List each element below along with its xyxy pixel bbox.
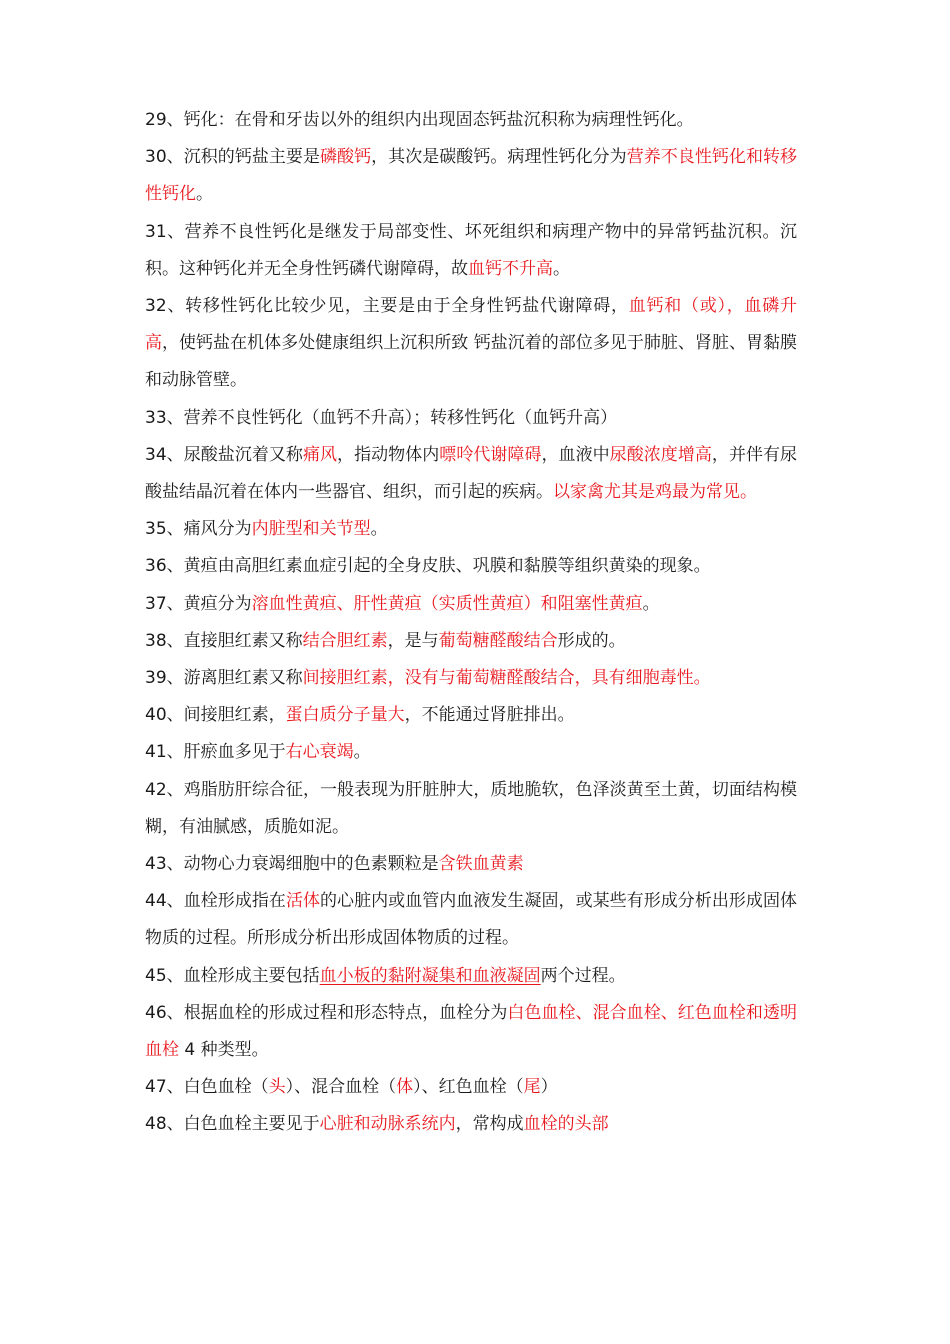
text-segment: 32、转移性钙化比较少见，主要是由于全身性钙盐代谢障碍， — [145, 296, 629, 317]
text-segment: 40、间接胆红素， — [145, 705, 286, 726]
paragraph-p43 — [145, 846, 797, 883]
highlighted-text: 葡萄糖醛酸结合 — [438, 630, 558, 651]
highlighted-text: 蛋白质分子量大 — [285, 705, 405, 726]
paragraph-p29 — [145, 102, 797, 139]
text-segment: 4 种类型。 — [179, 1040, 269, 1061]
paragraph-p33 — [145, 400, 797, 437]
text-segment: 31、营养不良性钙化是继发于局部变性、坏死组织和病理产物中的异常钙盐沉积。沉积。这种钙化并无全身性钙磷代谢障碍，故 — [145, 221, 797, 279]
text-segment: 44、血栓形成指在 — [145, 891, 286, 912]
highlighted-text: 痛风 — [302, 444, 338, 465]
highlighted-text: 内脏型和关节型 — [251, 519, 371, 540]
paragraph-p36 — [145, 548, 797, 585]
highlighted-text: 体 — [396, 1077, 414, 1098]
text-segment: 38、直接胆红素又称 — [145, 630, 303, 651]
text-segment: ，不能通过肾脏排出。 — [404, 705, 575, 726]
text-segment: 42、鸡脂肪肝综合征，一般表现为肝脏肿大，质地脆软，色泽淡黄至土黄，切面结构模糊，有油腻感，质脆如泥。 — [145, 779, 797, 837]
paragraph-p37 — [145, 586, 797, 623]
highlighted-text: 营养不良性钙化和转移性钙化 — [145, 147, 798, 205]
text-segment: 形成的。 — [557, 630, 626, 651]
paragraph-p32 — [145, 288, 797, 400]
paragraph-p42 — [145, 772, 797, 846]
text-segment: 47、白色血栓（ — [145, 1077, 269, 1098]
text-segment: 。 — [642, 593, 660, 614]
text-segment: 36、黄疸由高胆红素血症引起的全身皮肤、巩膜和黏膜等组织黄染的现象。 — [145, 556, 711, 577]
highlighted-text: 嘌呤代谢障碍 — [439, 444, 542, 465]
text-segment: 48、白色血栓主要见于 — [145, 1114, 320, 1135]
highlighted-text: 血栓的头部 — [523, 1114, 609, 1135]
highlighted-text: 血钙不升高 — [468, 258, 553, 279]
text-segment: ，并伴有尿酸盐结晶沉着在体内一些器官、组织，而引起的疾病。 — [145, 444, 798, 503]
text-segment: ，使钙盐在机体多处健康组织上沉积所致 钙盐沉着的部位多见于肺脏、肾脏、胃黏膜和动脉管壁。 — [145, 333, 797, 391]
highlighted-text: 右心衰竭 — [285, 742, 354, 763]
text-segment: 46、根据血栓的形成过程和形态特点，血栓分为 — [145, 1002, 508, 1023]
paragraph-p30 — [145, 139, 797, 213]
highlighted-text: 结合胆红素 — [302, 630, 388, 651]
paragraph-p34 — [145, 437, 797, 511]
text-segment: 39、游离胆红素又称 — [145, 668, 303, 689]
text-segment: 33、营养不良性钙化（血钙不升高）；转移性钙化（血钙升高） — [145, 407, 618, 428]
highlighted-text: 含铁血黄素 — [438, 854, 524, 875]
highlighted-text: 磷酸钙 — [320, 147, 372, 168]
paragraph-p31 — [145, 214, 797, 288]
paragraph-p39 — [145, 660, 797, 697]
text-segment: ，常构成 — [455, 1114, 524, 1135]
text-segment: ，指动物体内 — [337, 444, 440, 465]
text-segment: 两个过程。 — [540, 965, 626, 986]
text-segment: ） — [540, 1077, 558, 1098]
text-segment: ，其次是碳酸钙。病理性钙化分为 — [371, 147, 627, 168]
highlighted-text: 以家禽尤其是鸡最为常见。 — [553, 482, 757, 503]
text-segment: 43、动物心力衰竭细胞中的色素颗粒是 — [145, 854, 439, 875]
text-segment: 。 — [196, 184, 213, 205]
text-segment: 41、肝瘀血多见于 — [145, 742, 286, 763]
document-page — [145, 102, 797, 1144]
paragraph-p46 — [145, 995, 797, 1069]
text-segment: 30、沉积的钙盐主要是 — [145, 147, 320, 168]
text-segment: 的心脏内或血管内血液发生凝固，或某些有形成分析出形成固体物质的过程。所形成分析出形成固体物质的过程。 — [145, 891, 798, 949]
paragraph-p48 — [145, 1106, 797, 1143]
highlighted-text: 尿酸浓度增高 — [609, 444, 712, 465]
highlighted-text: 血小板的黏附凝集和血液凝固 — [319, 965, 541, 986]
highlighted-text: 头 — [268, 1077, 286, 1098]
text-segment: 45、血栓形成主要包括 — [145, 965, 320, 986]
highlighted-text: 白色血栓、混合血栓、红色血栓和透明血栓 — [145, 1002, 797, 1061]
highlighted-text: 间接胆红素，没有与葡萄糖醛酸结合，具有细胞毒性。 — [302, 668, 711, 689]
text-segment: 35、痛风分为 — [145, 519, 252, 540]
paragraph-p35 — [145, 511, 797, 548]
highlighted-text: 心脏和动脉系统内 — [319, 1114, 456, 1135]
text-segment: 34、尿酸盐沉着又称 — [145, 444, 303, 465]
paragraph-p41 — [145, 734, 797, 771]
highlighted-text: 尾 — [523, 1077, 541, 1098]
highlighted-text: 活体 — [285, 891, 321, 912]
text-segment: ）、混合血栓（ — [285, 1077, 397, 1098]
paragraph-p47 — [145, 1069, 797, 1106]
highlighted-text: 血钙和（或），血磷升高 — [145, 296, 797, 354]
text-segment: ，是与 — [387, 630, 439, 651]
text-segment: 。 — [353, 742, 371, 763]
highlighted-text: 溶血性黄疸、肝性黄疸（实质性黄疸）和阻塞性黄疸 — [251, 593, 643, 614]
paragraph-p40 — [145, 697, 797, 734]
paragraph-p44 — [145, 883, 797, 957]
text-segment: 37、黄疸分为 — [145, 593, 252, 614]
paragraph-p38 — [145, 623, 797, 660]
text-segment: ，血液中 — [541, 444, 610, 465]
text-segment: 。 — [370, 519, 388, 540]
text-segment: 。 — [553, 258, 570, 279]
paragraph-p45 — [145, 958, 797, 995]
text-segment: 29、钙化：在骨和牙齿以外的组织内出现固态钙盐沉积称为病理性钙化。 — [145, 110, 694, 130]
text-segment: ）、红色血栓（ — [413, 1077, 524, 1098]
